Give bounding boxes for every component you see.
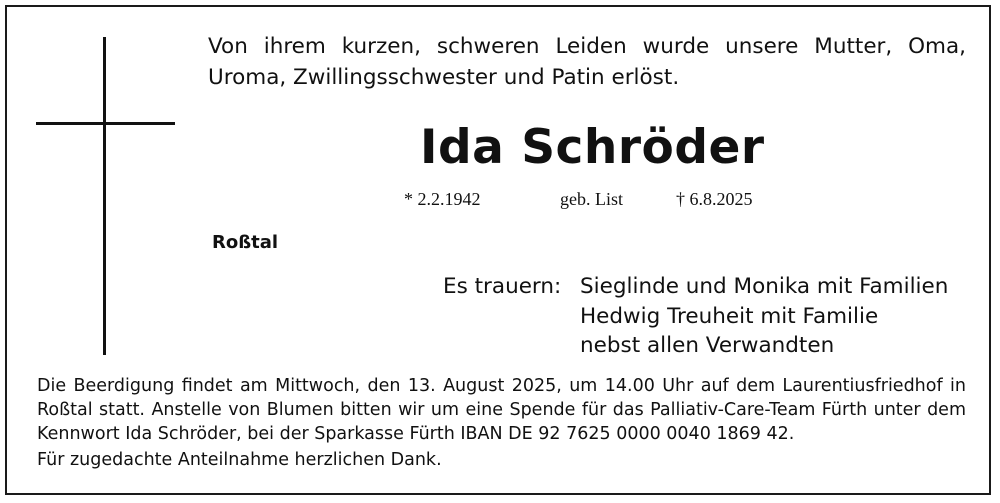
funeral-details: Die Beerdigung findet am Mittwoch, den 13. August 2025, um 14.00 Uhr auf dem Laurentiusfriedhof in Roßtal statt. Anstelle von Blumen bitten wir um eine Spende für das Palliativ-Care-Team Fürth unter dem Kennwort Ida Schröder, bei der Sparkasse Fürth IBAN DE 92 7625 0000 0040 1869 42. — [37, 376, 966, 444]
thanks-line: Für zugedachte Anteilnahme herzlichen Dank. — [37, 450, 442, 470]
mourner-entry: Sieglinde und Monika mit Familien — [580, 274, 949, 299]
deceased-name: Ida Schröder — [420, 120, 765, 175]
maiden-name: geb. List — [560, 189, 623, 209]
birth-date: * 2.2.1942 — [404, 189, 481, 209]
intro-text: Von ihrem kurzen, schweren Leiden wurde unsere Mutter, Oma, Uroma, Zwillingsschwester und Patin erlöst. — [208, 34, 966, 90]
cross-horizontal-bar — [36, 122, 175, 125]
cross-vertical-bar — [103, 37, 106, 355]
mourners-list — [580, 272, 948, 361]
mourners-label: Es trauern: — [443, 274, 562, 299]
mourner-entry: nebst allen Verwandten — [580, 333, 835, 358]
mourner-entry: Hedwig Treuheit mit Familie — [580, 303, 879, 329]
death-date: † 6.8.2025 — [676, 189, 753, 209]
place-of-residence: Roßtal — [212, 232, 279, 253]
